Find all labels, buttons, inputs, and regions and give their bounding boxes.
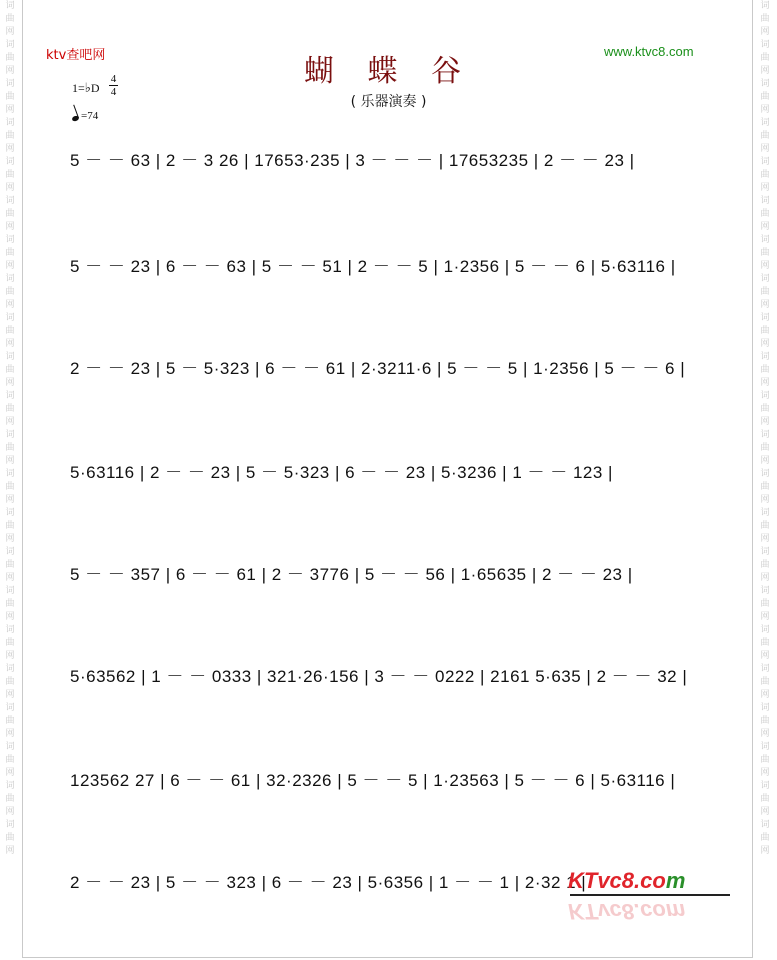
side-watermark-left: 词曲网词曲网词曲网词曲网词曲网词曲网词曲网词曲网词曲网词曲网词曲网词曲网词曲网词曲网词曲网词曲网词曲网词曲网词曲网词曲网词曲网词曲网 bbox=[5, 1, 15, 856]
score-line-text: 5 － － 23 | 6 － － 63 | 5 － － 51 | 2 － － 5 | 1·2356 | 5 － － 6 | 5·63116 | bbox=[70, 257, 676, 276]
flat-sign: ♭ bbox=[84, 80, 91, 95]
time-bottom: 4 bbox=[110, 86, 117, 98]
key-note: D bbox=[90, 81, 100, 95]
site-name-left: ktv查吧网 bbox=[46, 48, 106, 63]
time-top: 4 bbox=[110, 73, 117, 85]
score-line-text: 2 － － 23 | 5 － 5·323 | 6 － － 61 | 2·3211·6 | 5 － － 5 | 1·2356 | 5 － － 6 | bbox=[70, 359, 686, 378]
score-line-text: 5 － － 357 | 6 － － 61 | 2 － 3776 | 5 － － 56 | 1·65635 | 2 － － 23 | bbox=[70, 565, 633, 584]
brand-logo-reflection: KTvc8.com bbox=[568, 899, 686, 924]
brand-logo: KTvc8.com bbox=[568, 868, 686, 893]
score-line bbox=[70, 246, 720, 282]
key-signature bbox=[72, 80, 100, 96]
quarter-note-icon bbox=[71, 115, 79, 122]
tempo-marking bbox=[72, 110, 98, 122]
site-url-right: www.ktvc8.com bbox=[604, 44, 694, 59]
tempo-value: =74 bbox=[81, 110, 99, 122]
score-line-text: 5 － － 63 | 2 － 3 26 | 17653·235 | 3 － － － | 17653235 | 2 － － 23 | bbox=[70, 151, 635, 170]
score-line bbox=[70, 452, 720, 488]
score-line bbox=[70, 140, 720, 176]
score-line bbox=[70, 656, 720, 692]
score-line bbox=[70, 760, 720, 796]
score-line bbox=[70, 554, 720, 590]
page-subtitle: ( 乐器演奏 ) bbox=[350, 94, 427, 110]
score-line-text: 5·63116 | 2 － － 23 | 5 － 5·323 | 6 － － 23 | 5·3236 | 1 － － 123 | bbox=[70, 463, 613, 482]
page-title: 蝴 蝶 谷 bbox=[303, 54, 474, 89]
side-watermark-right: 词曲网词曲网词曲网词曲网词曲网词曲网词曲网词曲网词曲网词曲网词曲网词曲网词曲网词曲网词曲网词曲网词曲网词曲网词曲网词曲网词曲网词曲网 bbox=[760, 1, 770, 856]
score-line-text: 2 － － 23 | 5 － － 323 | 6 － － 23 | 5·6356 | 1 － － 1 | 2·32 1 | bbox=[70, 873, 587, 892]
score-line-text: 123562 27 | 6 － － 61 | 32·2326 | 5 － － 5 | 1·23563 | 5 － － 6 | 5·63116 | bbox=[70, 771, 676, 790]
score-line-text: 5·63562 | 1 － － 0333 | 321·26·156 | 3 － － 0222 | 2161 5·635 | 2 － － 32 | bbox=[70, 667, 688, 686]
score-line bbox=[70, 348, 720, 384]
brand-underline bbox=[570, 894, 730, 896]
key-prefix: 1= bbox=[72, 81, 85, 95]
brand-watermark bbox=[568, 868, 738, 928]
time-signature bbox=[109, 74, 118, 97]
